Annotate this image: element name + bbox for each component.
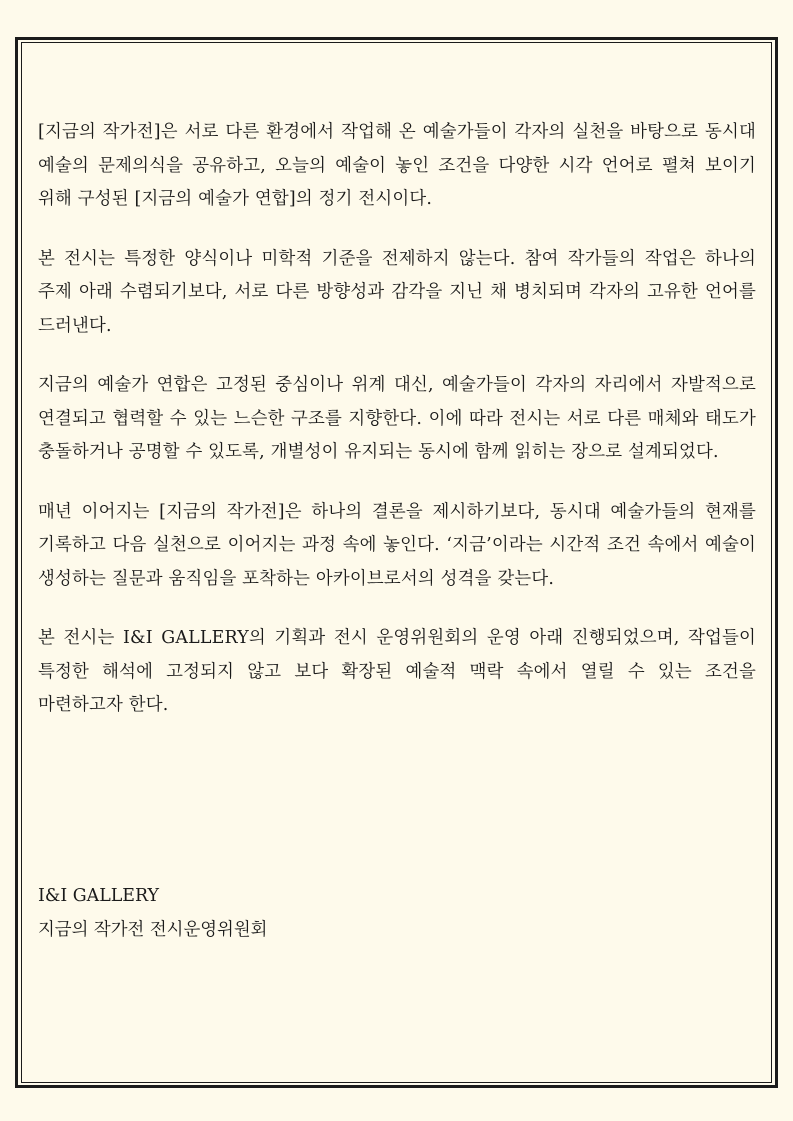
signature-block [38,880,738,947]
paragraph-annual-archive: 매년 이어지는 [지금의 작가전]은 하나의 결론을 제시하기보다, 동시대 예술가들의 현재를 기록하고 다음 실천으로 이어지는 과정 속에 놓인다. ‘지금’이라는 시간적 조건 속에서 예술이 생성하는 질문과 움직임을 포착하는 아카이브로서의 성격을 갖는다. [38,501,756,589]
paragraph-no-fixed-style: 본 전시는 특정한 양식이나 미학적 기준을 전제하지 않는다. 참여 작가들의 작업은 하나의 주제 아래 수렴되기보다, 서로 다른 방향성과 감각을 지닌 채 병치되며 각자의 고유한 언어를 드러낸다. [38,248,756,336]
signature-committee: 지금의 작가전 전시운영위원회 [38,919,268,940]
paragraph-union-structure: 지금의 예술가 연합은 고정된 중심이나 위계 대신, 예술가들이 각자의 자리에서 자발적으로 연결되고 협력할 수 있는 느슨한 구조를 지향한다. 이에 따라 전시는 서로 다른 매체와 태도가 충돌하거나 공명할 수 있도록, 개별성이 유지되는 동시에 함께 읽히는 장으로 설계되었다. [38,375,756,462]
paragraph-intro: [지금의 작가전]은 서로 다른 환경에서 작업해 온 예술가들이 각자의 실천을 바탕으로 동시대 예술의 문제의식을 공유하고, 오늘의 예술이 놓인 조건을 다양한 시각 언어로 펼쳐 보이기 위해 구성된 [지금의 예술가 연합]의 정기 전시이다. [38,122,756,209]
paragraph-gallery-committee: 본 전시는 I&I GALLERY의 기획과 전시 운영위원회의 운영 아래 진행되었으며, 작업들이 특정한 해석에 고정되지 않고 보다 확장된 예술적 맥락 속에서 열릴 수 있는 조건을 마련하고자 한다. [38,628,756,715]
signature-organization: I&I GALLERY [38,886,160,906]
document-body [38,116,756,749]
